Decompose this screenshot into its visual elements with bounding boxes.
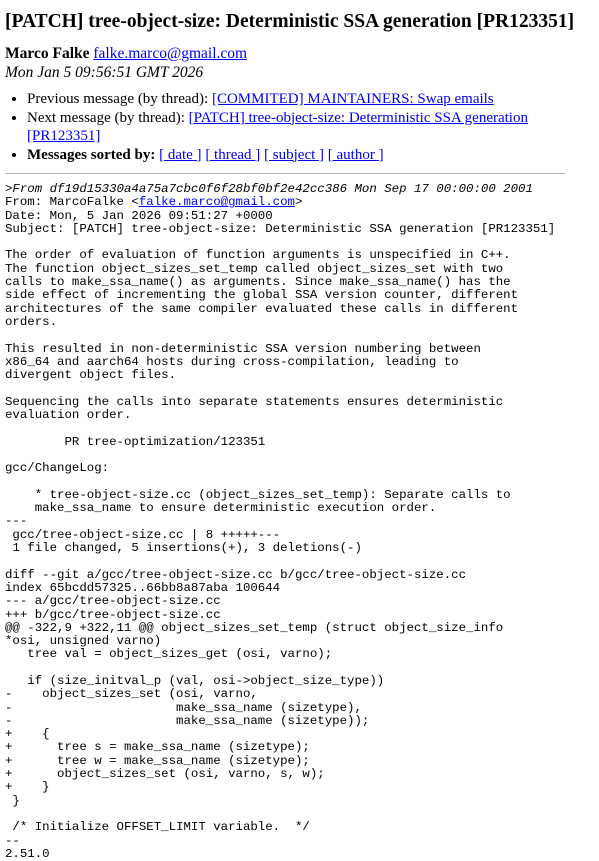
from-header-email-link[interactable]: falke.marco@gmail.com [138, 195, 295, 210]
body-line: + } [5, 780, 50, 795]
body-line: make_ssa_name to ensure deterministic execution order. [5, 501, 437, 516]
message-body-lines [5, 236, 555, 861]
body-line [5, 662, 555, 675]
body-line: The order of evaluation of function arguments is unspecified in C++. [5, 248, 511, 263]
body-line: This resulted in non-deterministic SSA version numbering between [5, 341, 481, 356]
body-line: architectures of the same compiler evaluated these calls in different [5, 301, 519, 316]
body-line [5, 236, 555, 249]
author-line [5, 44, 247, 63]
message-body [5, 183, 555, 861]
body-line: if (size_initval_p (val, osi->object_size_type)) [5, 673, 385, 688]
nav-sorted [27, 146, 599, 165]
body-line: calls to make_ssa_name() as arguments. Since make_ssa_name() has the [5, 275, 511, 290]
body-line: + tree w = make_ssa_name (sizetype); [5, 753, 310, 768]
body-line: * tree-object-size.cc (object_sizes_set_temp): Separate calls to [5, 487, 511, 502]
body-line: PR tree-optimization/123351 [5, 434, 266, 449]
body-line [5, 329, 555, 342]
body-line: - make_ssa_name (sizetype), [5, 700, 362, 715]
body-line: gcc/ChangeLog: [5, 461, 110, 476]
previous-message-link[interactable]: [COMMITED] MAINTAINERS: Swap emails [211, 91, 494, 107]
next-message-link[interactable]: [PATCH] tree-object-size: Deterministic SSA generation [PR123351] [27, 109, 528, 144]
thread-navigation [5, 90, 599, 164]
body-line: tree val = object_sizes_get (osi, varno); [5, 647, 333, 662]
body-line: + { [5, 727, 50, 742]
body-line: } [5, 793, 20, 808]
body-line: -- [5, 833, 20, 848]
from-header-prefix: From: MarcoFalke < [5, 195, 139, 210]
body-line: 2.51.0 [5, 846, 50, 861]
body-line [5, 808, 555, 821]
from-header-line [5, 196, 555, 209]
author-email-link[interactable]: falke.marco@gmail.com [93, 45, 248, 62]
subject-header-line: Subject: [PATCH] tree-object-size: Deterministic SSA generation [PR123351] [5, 221, 556, 236]
body-line: orders. [5, 314, 58, 329]
body-line [5, 476, 555, 489]
body-line: +++ b/gcc/tree-object-size.cc [5, 607, 221, 622]
nav-previous-label: Previous message (by thread): [27, 91, 209, 107]
mbox-from-line: >From df19d15330a4a75a7cbc0f6f28bf0bf2e42cc386 Mon Sep 17 00:00:00 2001 [5, 182, 533, 196]
body-line [5, 555, 555, 568]
body-line: --- a/gcc/tree-object-size.cc [5, 594, 221, 609]
header-divider [5, 173, 565, 174]
body-line: Sequencing the calls into separate statements ensures deterministic [5, 394, 504, 409]
date-header-line: Date: Mon, 5 Jan 2026 09:51:27 +0000 [5, 208, 273, 223]
body-line: + tree s = make_ssa_name (sizetype); [5, 740, 310, 755]
sorted-by-label: Messages sorted by: [27, 146, 156, 163]
body-line [5, 382, 555, 395]
nav-previous [27, 90, 599, 109]
sort-by-subject-link[interactable]: [ subject ] [264, 146, 325, 163]
body-line: diff --git a/gcc/tree-object-size.cc b/gcc/tree-object-size.cc [5, 567, 467, 582]
body-line [5, 422, 555, 435]
message-date: Mon Jan 5 09:56:51 GMT 2026 [5, 64, 204, 81]
body-line [5, 449, 555, 462]
body-line: index 65bcdd57325..66bb8a87aba 100644 [5, 580, 281, 595]
body-line: The function object_sizes_set_temp called object_sizes_set with two [5, 261, 504, 276]
body-line: - object_sizes_set (osi, varno, [5, 687, 258, 702]
body-line: --- [5, 514, 28, 529]
body-line: divergent object files. [5, 368, 177, 383]
body-line: @@ -322,9 +322,11 @@ object_sizes_set_temp (struct object_size_info [5, 620, 504, 635]
nav-next-label: Next message (by thread): [27, 109, 185, 126]
body-line: + object_sizes_set (osi, varno, s, w); [5, 767, 325, 782]
sort-by-author-link[interactable]: [ author ] [327, 146, 384, 163]
body-line: gcc/tree-object-size.cc | 8 +++++--- [5, 527, 281, 542]
message-subject-heading: [PATCH] tree-object-size: Deterministic SSA generation [PR123351] [5, 11, 575, 32]
nav-next [27, 109, 599, 146]
body-line: x86_64 and aarch64 hosts during cross-compilation, leading to [5, 354, 459, 369]
body-line: evaluation order. [5, 408, 132, 423]
body-line: /* Initialize OFFSET_LIMIT variable. */ [5, 820, 310, 835]
author-name: Marco Falke [5, 45, 90, 62]
body-line: - make_ssa_name (sizetype)); [5, 713, 370, 728]
body-line: side effect of incrementing the global SSA version counter, different [5, 288, 519, 303]
body-line: 1 file changed, 5 insertions(+), 3 deletions(-) [5, 541, 362, 556]
message-meta [5, 44, 247, 82]
body-line: *osi, unsigned varno) [5, 634, 162, 649]
sort-by-date-link[interactable]: [ date ] [159, 146, 202, 163]
sort-by-thread-link[interactable]: [ thread ] [205, 146, 261, 163]
from-header-suffix: > [295, 195, 303, 210]
